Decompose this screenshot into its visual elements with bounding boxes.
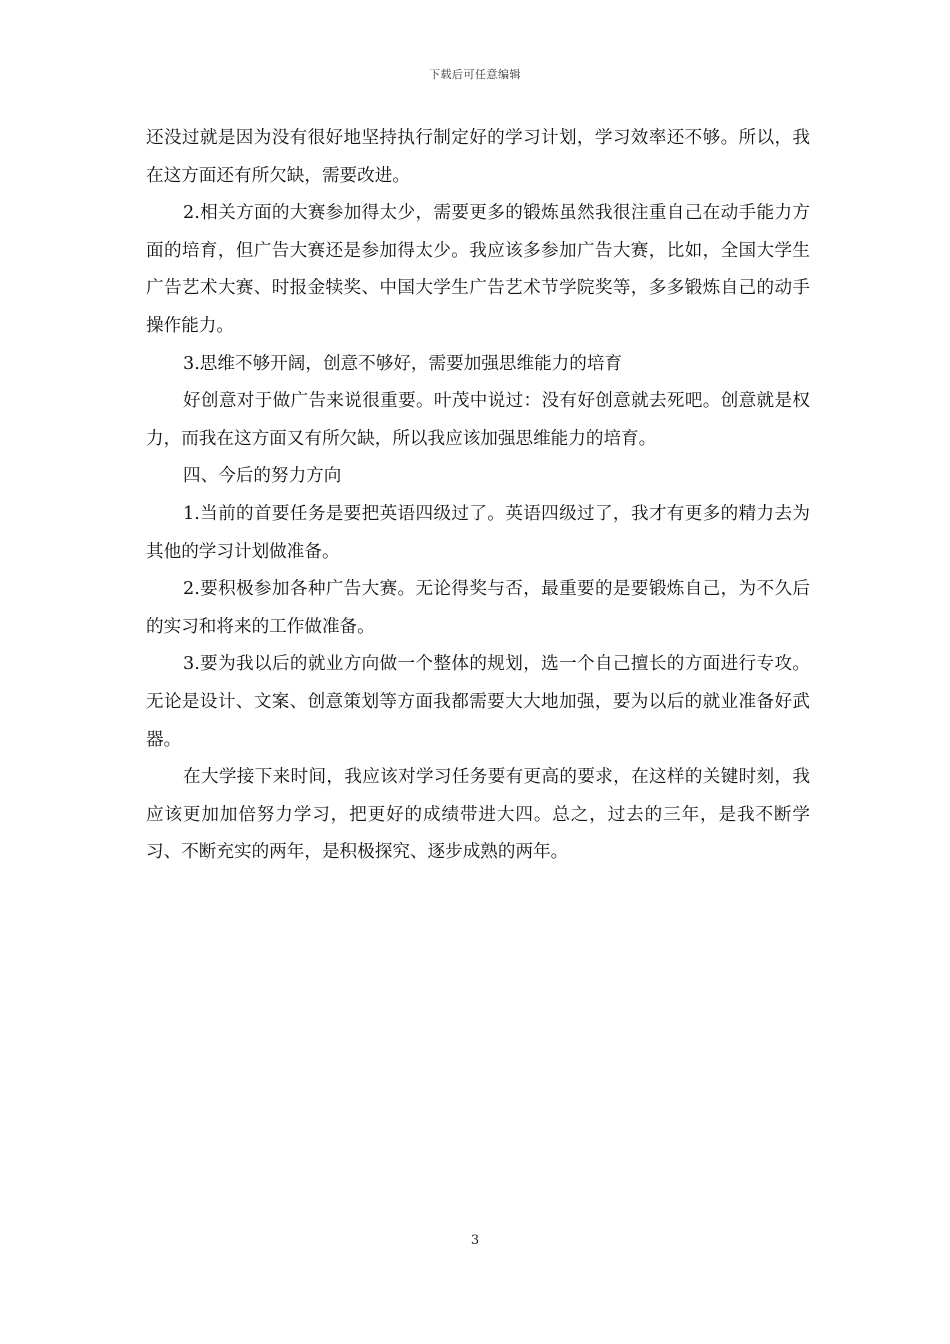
paragraph: 好创意对于做广告来说很重要。叶茂中说过：没有好创意就去死吧。创意就是权力，而我在这方面又有所欠缺，所以我应该加强思维能力的培育。 — [146, 391, 810, 449]
paragraph: 在大学接下来时间，我应该对学习任务要有更高的要求，在这样的关键时刻，我应该更加加倍努力学习，把更好的成绩带进大四。总之，过去的三年，是我不断学习、不断充实的两年，是积极探究、逐步成熟的两年。 — [146, 767, 810, 863]
paragraph: 1.当前的首要任务是要把英语四级过了。英语四级过了，我才有更多的精力去为其他的学习计划做准备。 — [146, 503, 810, 562]
section-heading: 四、今后的努力方向 — [183, 466, 342, 487]
paragraph: 3.思维不够开阔，创意不够好，需要加强思维能力的培育 — [183, 353, 623, 374]
paragraph: 2.相关方面的大赛参加得太少，需要更多的锻炼虽然我很注重自己在动手能力方面的培育，但广告大赛还是参加得太少。我应该多参加广告大赛，比如，全国大学生广告艺术大赛、时报金犊奖、中国大学生广告艺术节学院奖等，多多锻炼自己的动手操作能力。 — [146, 203, 810, 336]
paragraph: 3.要为我以后的就业方向做一个整体的规划，选一个自己擅长的方面进行专攻。无论是设计、文案、创意策划等方面我都需要大大地加强，要为以后的就业准备好武器。 — [146, 654, 810, 750]
header-note: 下载后可任意编辑 — [429, 68, 521, 81]
paragraph: 2.要积极参加各种广告大赛。无论得奖与否，最重要的是要锻炼自己，为不久后的实习和将来的工作做准备。 — [146, 579, 810, 637]
page-number: 3 — [470, 1233, 480, 1248]
document-body — [146, 120, 810, 872]
paragraph: 还没过就是因为没有很好地坚持执行制定好的学习计划，学习效率还不够。所以，我在这方面还有所欠缺，需要改进。 — [146, 128, 810, 186]
